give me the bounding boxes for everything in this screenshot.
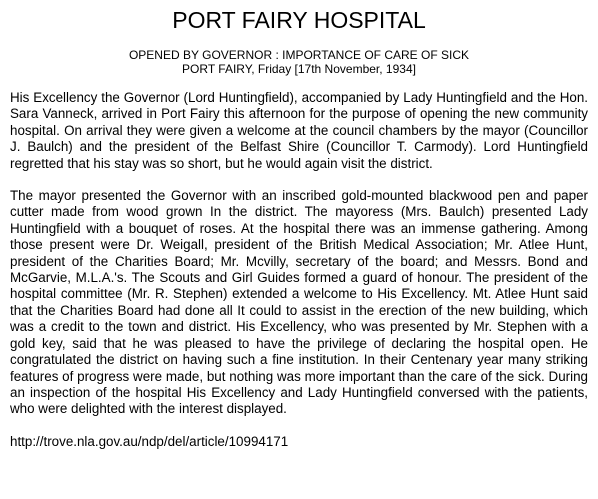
article-title: PORT FAIRY HOSPITAL <box>172 7 426 33</box>
article-paragraph-1: His Excellency the Governor (Lord Huntingfield), accompanied by Lady Huntingfield and the Hon. Sara Vanneck, arrived in Port Fairy this afternoon for the purpose of opening the new community hospital. On arrival they were given a welcome at the council chambers by the mayor (Councillor J. Baulch) and the president of the Belfast Shire (Councillor T. Carmody). Lord Huntingfield regretted that his stay was so short, but he would again visit the district. <box>10 90 588 171</box>
article-paragraph-2: The mayor presented the Governor with an inscribed gold-mounted blackwood pen and paper cutter made from wood grown In the district. The mayoress (Mrs. Baulch) presented Lady Huntingfield with a bouquet of roses. At the hospital there was an immense gathering. Among those present were Dr. Weigall, president of the British Medical Association; Mr. Atlee Hunt, president of the Charities Board; Mr. Mcvilly, secretary of the board; and Messrs. Bond and McGarvie, M.L.A.'s. The Scouts and Girl Guides formed a guard of honour. The president of the hospital committee (Mr. R. Stephen) extended a welcome to His Excellency. Mt. Atlee Hunt said that the Charities Board had done all It could to assist in the erection of the new building, which was a credit to the town and district. His Excellency, who was presented by Mr. Stephen with a gold key, said that he was pleased to have the privilege of declaring the hospital open. He congratulated the district on having such a fine institution. In their Centenary year many striking features of progress were made, but nothing was more important than the care of the sick. During an inspection of the hospital His Excellency and Lady Huntingfield conversed with the patients, who were delighted with the interest displayed. <box>10 188 588 417</box>
article-subtitle-line-2: PORT FAIRY, Friday [17th November, 1934] <box>182 62 416 76</box>
article-subtitle <box>10 48 588 76</box>
source-link-container <box>10 434 588 450</box>
article-page <box>10 0 588 450</box>
source-link[interactable]: http://trove.nla.gov.au/ndp/del/article/10994171 <box>10 433 289 449</box>
article-subtitle-line-1: OPENED BY GOVERNOR : IMPORTANCE OF CARE OF SICK <box>128 48 470 62</box>
